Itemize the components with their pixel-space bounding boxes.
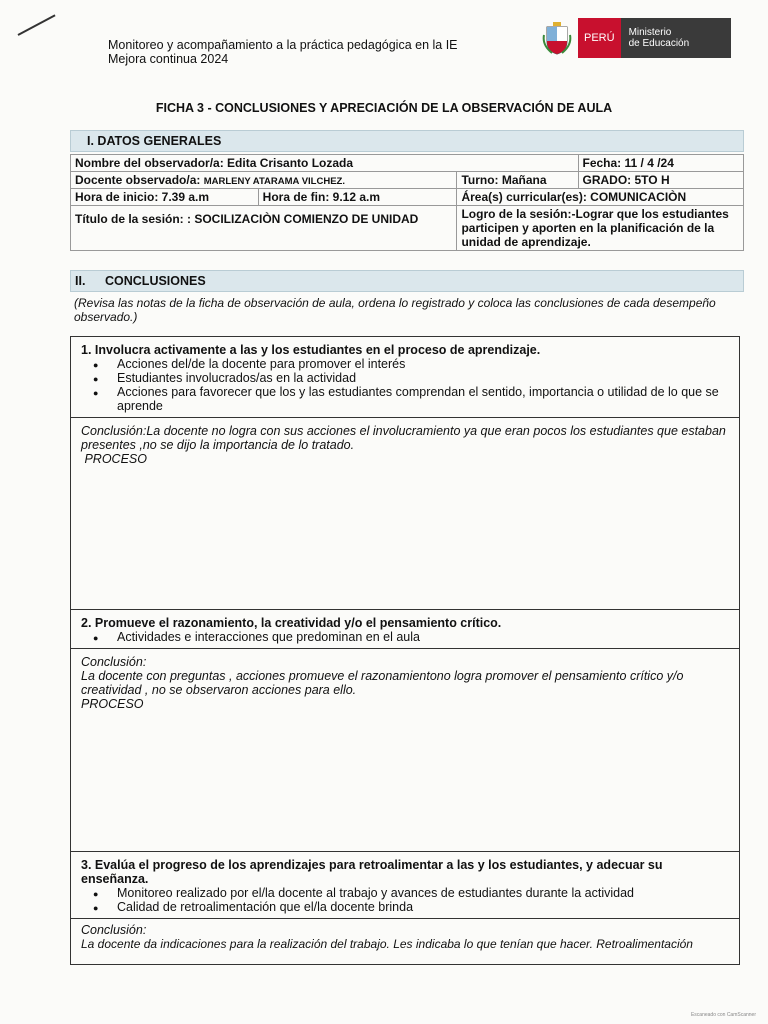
logo-ministerio-line-2: de Educación	[628, 38, 690, 49]
hora-fin-cell: Hora de fin: 9.12 a.m	[258, 189, 457, 206]
criterion-3-heading: 3. Evalúa el progreso de los aprendizajes para retroalimentar a las y los estudiantes, y adecuar su enseñanza.	[81, 858, 663, 886]
conclusion-level: PROCESO	[81, 697, 144, 711]
titulo-sesion-cell: Título de la sesión: : SOCILIZACIÒN COMIENZO DE UNIDAD	[71, 206, 457, 251]
hora-inicio-cell: Hora de inicio: 7.39 a.m	[71, 189, 259, 206]
list-item: ● Calidad de retroalimentación que el/la docente brinda	[107, 900, 729, 914]
minedu-logo	[540, 18, 731, 58]
docente-cell	[71, 172, 457, 189]
logo-peru: PERÚ	[578, 18, 621, 58]
criterion-3	[71, 852, 739, 919]
header-line-2: Mejora continua 2024	[108, 52, 229, 66]
criterion-3-bullets	[81, 886, 729, 914]
criterion-1-conclusion	[71, 418, 739, 472]
logo-ministerio	[621, 18, 731, 58]
datos-generales-table	[70, 154, 744, 251]
conclusion-level: PROCESO	[81, 452, 147, 466]
criterion-2-conclusion	[71, 649, 739, 717]
criterion-2-bullets	[81, 630, 729, 644]
criterion-3-conclusion	[71, 919, 739, 957]
document-title: FICHA 3 - CONCLUSIONES Y APRECIACIÓN DE LA OBSERVACIÓN DE AULA	[155, 101, 613, 115]
conclusion-text: Conclusión:La docente no logra con sus acciones el involucramiento ya que eran pocos los estudiantes que estaban presentes ,no se dijo la importancia de lo tratado.	[81, 424, 726, 452]
criterion-2	[71, 610, 739, 649]
fecha-cell: Fecha: 11 / 4 /24	[578, 155, 744, 172]
document-header	[108, 38, 458, 66]
section-conclusiones-label: CONCLUSIONES	[105, 274, 206, 288]
conclusion-label: Conclusión:	[81, 655, 147, 669]
list-item: ● Acciones para favorecer que los y las estudiantes comprendan el sentido, importancia o utilidad de lo que se aprende	[107, 385, 729, 413]
conclusion-text: La docente con preguntas , acciones promueve el razonamientono logra promover el pensamiento crítico y/o creatividad , no se observaron acciones para ello.	[81, 669, 684, 697]
section-datos-generales: I. DATOS GENERALES	[70, 130, 744, 152]
list-item: ● Actividades e interacciones que predominan en el aula	[107, 630, 729, 644]
list-item: ● Acciones del/de la docente para promover el interés	[107, 357, 729, 371]
conclusiones-instructions: (Revisa las notas de la ficha de observación de aula, ordena lo registrado y coloca las conclusiones de cada desempeño observado.)	[74, 296, 716, 324]
conclusion-text: La docente da indicaciones para la realización del trabajo. Les indicaba lo que tenían que hacer. Retroalimentación	[81, 937, 693, 951]
conclusion-label: Conclusión:	[81, 923, 147, 937]
grado-cell: GRADO: 5TO H	[578, 172, 744, 189]
list-item: ● Estudiantes involucrados/as en la actividad	[107, 371, 729, 385]
coat-of-arms-icon	[540, 18, 574, 58]
logro-sesion-cell: Logro de la sesión:-Lograr que los estudiantes participen y aporten en la planificación de la unidad de aprendizaje.	[457, 206, 744, 251]
section-conclusiones-number: II.	[75, 274, 86, 288]
criterion-box-2	[70, 610, 740, 852]
scanner-stamp: Escaneado con CamScanner	[690, 1012, 756, 1018]
pen-stroke	[18, 14, 56, 35]
area-cell: Área(s) curricular(es): COMUNICACIÒN	[457, 189, 744, 206]
section-conclusiones	[70, 270, 744, 292]
list-item: ● Monitoreo realizado por el/la docente al trabajo y avances de estudiantes durante la actividad	[107, 886, 729, 900]
criterion-2-heading: 2. Promueve el razonamiento, la creatividad y/o el pensamiento crítico.	[81, 616, 502, 630]
criterion-box-3	[70, 852, 740, 965]
docente-name: MARLENY ATARAMA VILCHEZ.	[203, 176, 345, 187]
docente-label: Docente observado/a:	[75, 173, 201, 187]
header-line-1: Monitoreo y acompañamiento a la práctica pedagógica en la IE	[108, 38, 458, 52]
observer-cell: Nombre del observador/a: Edita Crisanto Lozada	[71, 155, 579, 172]
criterion-1-bullets	[81, 357, 729, 413]
criterion-1-heading: 1. Involucra activamente a las y los estudiantes en el proceso de aprendizaje.	[81, 343, 541, 357]
criterion-box-1	[70, 336, 740, 610]
criterion-1	[71, 337, 739, 418]
logo-ministerio-line-1: Ministerio	[628, 27, 672, 38]
turno-cell: Turno: Mañana	[457, 172, 578, 189]
